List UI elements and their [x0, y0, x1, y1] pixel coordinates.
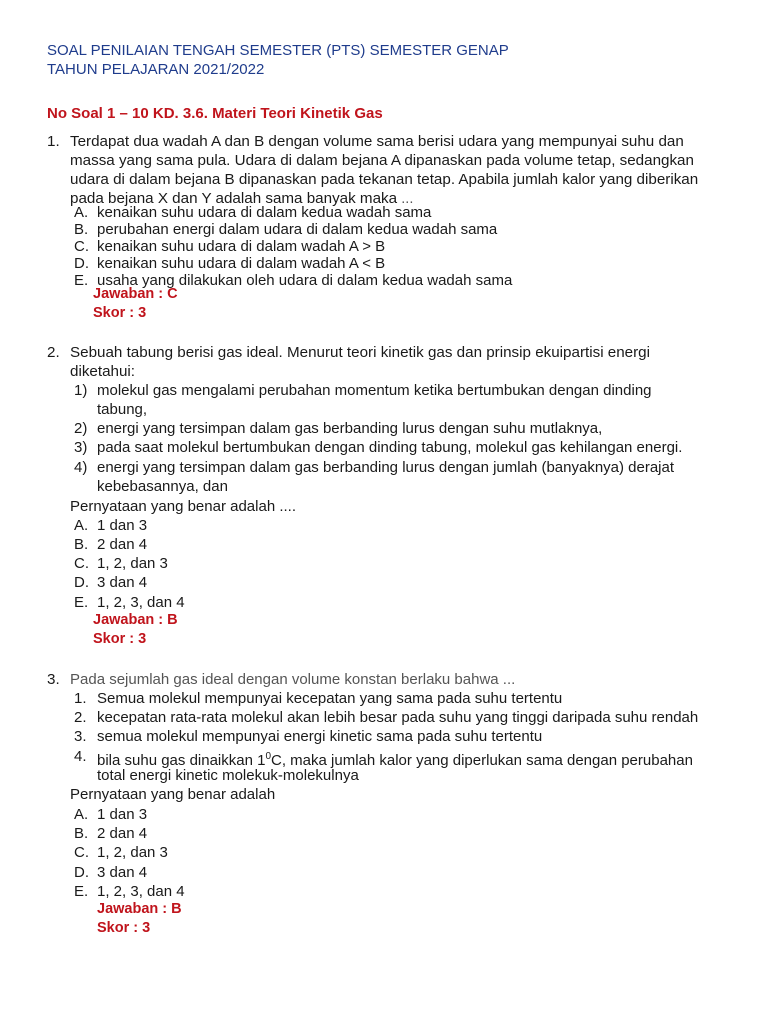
- statement-number: 1.: [74, 690, 87, 707]
- statement-number: 4): [74, 459, 88, 476]
- question-prompt: Pernyataan yang benar adalah: [70, 786, 276, 803]
- statement-number: 2.: [74, 709, 87, 726]
- question-number: 2.: [47, 344, 60, 361]
- option-text: kenaikan suhu udara di dalam kedua wadah sama: [97, 204, 432, 221]
- question-number: 1.: [47, 133, 60, 150]
- question-text-line: Pada sejumlah gas ideal dengan volume konstan berlaku bahwa ...: [70, 671, 516, 688]
- document-header-line2: TAHUN PELAJARAN 2021/2022: [47, 61, 265, 78]
- question-number: 3.: [47, 671, 60, 688]
- statement-number: 2): [74, 420, 88, 437]
- question-prompt: Pernyataan yang benar adalah ....: [70, 498, 296, 515]
- statement-text-pre: bila suhu gas dinaikkan 1: [97, 752, 266, 769]
- score-label: Skor : 3: [93, 305, 147, 321]
- option-letter: B.: [74, 825, 89, 842]
- degree-superscript: 0: [265, 751, 272, 762]
- score-label: Skor : 3: [93, 631, 147, 647]
- option-letter: B.: [74, 221, 89, 238]
- ellipsis: ...: [401, 191, 414, 207]
- statement-text-post: C, maka jumlah kalor yang diperlukan sama dengan perubahan: [271, 752, 693, 769]
- option-letter: A.: [74, 806, 89, 823]
- statement-text: Semua molekul mempunyai kecepatan yang sama pada suhu tertentu: [97, 690, 563, 707]
- option-letter: A.: [74, 517, 89, 534]
- question-text-line: diketahui:: [70, 363, 136, 380]
- option-text: 1, 2, dan 3: [97, 555, 168, 572]
- option-letter: D.: [74, 864, 89, 881]
- section-title: No Soal 1 – 10 KD. 3.6. Materi Teori Kinetik Gas: [47, 105, 383, 122]
- option-text: perubahan energi dalam udara di dalam kedua wadah sama: [97, 221, 498, 238]
- option-letter: C.: [74, 555, 89, 572]
- document-header-line1: SOAL PENILAIAN TENGAH SEMESTER (PTS) SEMESTER GENAP: [47, 42, 509, 59]
- option-letter: E.: [74, 272, 89, 289]
- option-text: kenaikan suhu udara di dalam wadah A > B: [97, 238, 386, 255]
- option-text: 1 dan 3: [97, 517, 148, 534]
- option-letter: E.: [74, 883, 89, 900]
- statement-text: energi yang tersimpan dalam gas berbanding lurus dengan suhu mutlaknya,: [97, 420, 603, 437]
- option-letter: D.: [74, 574, 89, 591]
- statement-text: energi yang tersimpan dalam gas berbanding lurus dengan jumlah (banyaknya) derajat: [97, 459, 675, 476]
- statement-number: 1): [74, 382, 88, 399]
- option-text: 2 dan 4: [97, 825, 148, 842]
- question-text-line: udara di dalam bejana B dipanaskan pada tekanan tetap. Apabila jumlah kalor yang diberikan: [70, 171, 699, 188]
- score-label: Skor : 3: [97, 920, 151, 936]
- statement-text: kecepatan rata-rata molekul akan lebih besar pada suhu yang tinggi daripada suhu rendah: [97, 709, 699, 726]
- statement-text: total energi kinetic molekuk-molekulnya: [97, 767, 359, 784]
- option-letter: C.: [74, 844, 89, 861]
- option-text: 3 dan 4: [97, 864, 148, 881]
- statement-number: 3): [74, 439, 88, 456]
- question-text-line: Sebuah tabung berisi gas ideal. Menurut teori kinetik gas dan prinsip ekuipartisi energi: [70, 344, 651, 361]
- statement-number: 4.: [74, 748, 87, 765]
- option-text: kenaikan suhu udara di dalam wadah A < B: [97, 255, 386, 272]
- option-text: 2 dan 4: [97, 536, 148, 553]
- question-text-line: massa yang sama pula. Udara di dalam bejana A dipanaskan pada volume tetap, sedangkan: [70, 152, 694, 169]
- option-letter: C.: [74, 238, 89, 255]
- answer-label: Jawaban : B: [93, 612, 178, 628]
- option-letter: D.: [74, 255, 89, 272]
- statement-text: semua molekul mempunyai energi kinetic sama pada suhu tertentu: [97, 728, 543, 745]
- option-text: 1, 2, 3, dan 4: [97, 883, 185, 900]
- option-letter: A.: [74, 204, 89, 221]
- statement-number: 3.: [74, 728, 87, 745]
- question-text-line-content: pada bejana X dan Y adalah sama banyak maka: [70, 190, 402, 207]
- question-text-line: Terdapat dua wadah A dan B dengan volume sama berisi udara yang mempunyai suhu dan: [70, 133, 684, 150]
- statement-text: molekul gas mengalami perubahan momentum ketika bertumbukan dengan dinding: [97, 382, 652, 399]
- option-letter: B.: [74, 536, 89, 553]
- answer-label: Jawaban : B: [97, 901, 182, 917]
- answer-label: Jawaban : C: [93, 286, 178, 302]
- option-letter: E.: [74, 594, 89, 611]
- option-text: usaha yang dilakukan oleh udara di dalam kedua wadah sama: [97, 272, 513, 289]
- statement-text: tabung,: [97, 401, 148, 418]
- option-text: 3 dan 4: [97, 574, 148, 591]
- statement-text: kebebasannya, dan: [97, 478, 228, 495]
- option-text: 1 dan 3: [97, 806, 148, 823]
- option-text: 1, 2, dan 3: [97, 844, 168, 861]
- option-text: 1, 2, 3, dan 4: [97, 594, 185, 611]
- statement-text: pada saat molekul bertumbukan dengan dinding tabung, molekul gas kehilangan energi.: [97, 439, 683, 456]
